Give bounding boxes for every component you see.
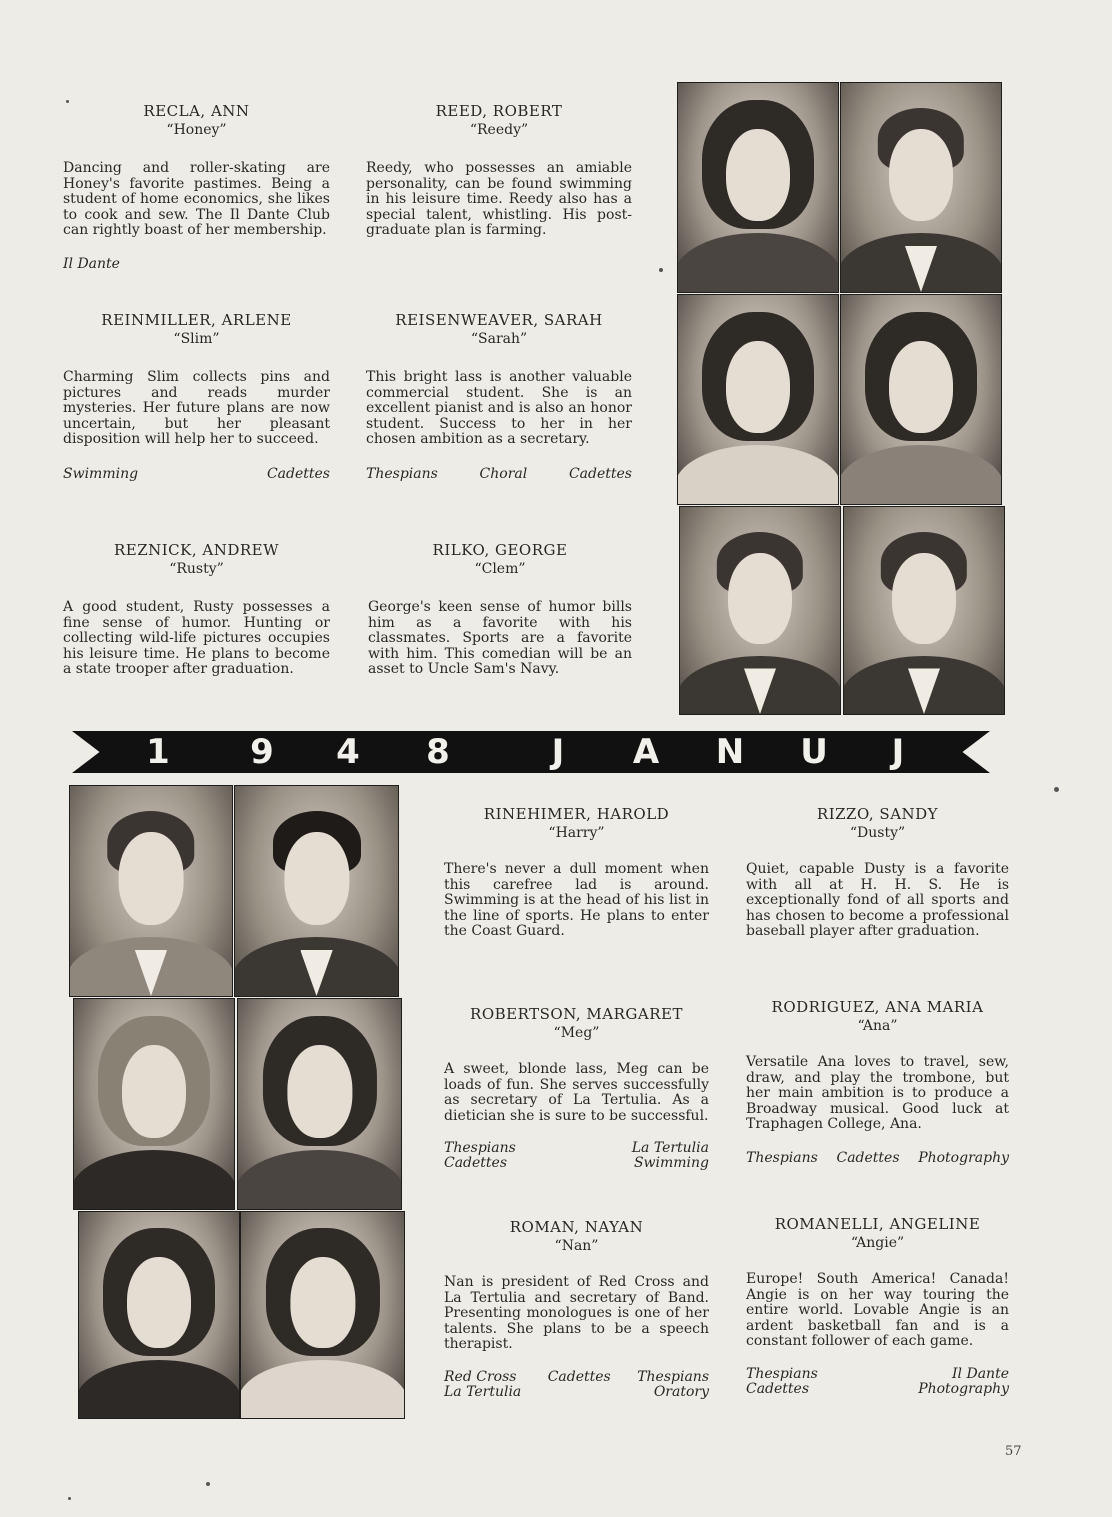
portrait-photo-romanelli — [240, 1211, 405, 1419]
banner-text — [136, 731, 920, 773]
activity: Cadettes — [836, 1149, 900, 1166]
student-bio: A sweet, blonde lass, Meg can be loads of fun. She serves successfully as secretary of La Tertulia. As a dietician she is sure to be successful. — [444, 1061, 709, 1124]
entry-robertson — [444, 1005, 709, 1171]
student-name: ROMANELLI, ANGELINE — [774, 1215, 981, 1233]
banner-char: 4 — [336, 732, 360, 772]
student-nickname: “Harry” — [548, 825, 605, 841]
entry-reisenweaver — [366, 311, 632, 482]
banner-char: A — [632, 732, 660, 772]
student-bio: Nan is president of Red Cross and La Tertulia and secretary of Band. Presenting monologues is one of her talents. She plans to be a speech therapist. — [444, 1274, 709, 1352]
banner-char: 9 — [250, 732, 274, 772]
student-name: REISENWEAVER, SARAH — [395, 311, 603, 329]
student-name: RIZZO, SANDY — [816, 805, 939, 823]
student-bio: A good student, Rusty possesses a fine sense of humor. Hunting or collecting wild-life pictures occupies his leisure time. He plans to become a state trooper after graduation. — [63, 599, 330, 677]
portrait-photo-reinmiller — [677, 294, 839, 505]
scan-speck — [68, 1497, 71, 1500]
banner-char: 1 — [146, 732, 170, 772]
portrait-photo-reznick — [679, 506, 841, 715]
activity: Il Dante — [952, 1365, 1009, 1382]
student-bio: Versatile Ana loves to travel, sew, draw, and play the trombone, but her main ambition is to produce a Broadway musical. Good luck at Traphagen College, Ana. — [746, 1054, 1009, 1132]
student-bio: Dancing and roller-skating are Honey's favorite pastimes. Being a student of home economics, she likes to cook and sew. The Il Dante Club can rightly boast of her membership. — [63, 160, 330, 238]
student-nickname: “Slim” — [173, 331, 220, 347]
activity: Thespians — [746, 1149, 818, 1166]
student-nickname: “Nan” — [554, 1238, 599, 1254]
entry-rilko — [368, 541, 632, 678]
activity: Photography — [918, 1149, 1009, 1166]
portrait-photo-roman — [78, 1211, 240, 1419]
banner-char: N — [715, 732, 745, 772]
activities — [63, 257, 330, 272]
activity: Cadettes — [266, 465, 330, 482]
portrait-photo-rinehimer — [69, 785, 233, 997]
entry-rinehimer — [444, 805, 709, 940]
student-bio: There's never a dull moment when this carefree lad is around. Swimming is at the head of his list in the line of sports. He plans to enter the Coast Guard. — [444, 861, 709, 939]
student-nickname: “Ana” — [857, 1018, 898, 1034]
portrait-photo-reed — [840, 82, 1002, 293]
student-bio: This bright lass is another valuable commercial student. She is an excellent pianist and is also an honor student. Success to her in her chosen ambition as a secretary. — [366, 369, 632, 447]
portrait-photo-robertson — [73, 998, 235, 1210]
scan-speck — [66, 100, 69, 103]
activities — [366, 467, 632, 482]
activity: Swimming — [633, 1155, 709, 1171]
entry-rizzo — [746, 805, 1009, 940]
student-nickname: “Dusty” — [849, 825, 906, 841]
activity: Photography — [918, 1380, 1009, 1397]
student-name: ROBERTSON, MARGARET — [470, 1005, 683, 1023]
student-nickname: “Reedy” — [469, 122, 529, 138]
banner-char: U — [800, 732, 828, 772]
student-name: REED, ROBERT — [435, 102, 563, 120]
student-nickname: “Sarah” — [470, 331, 528, 347]
entry-romanelli — [746, 1215, 1009, 1397]
portrait-photo-rizzo — [234, 785, 399, 997]
activity: Thespians — [444, 1140, 516, 1156]
entry-recla — [63, 102, 330, 272]
student-name: REZNICK, ANDREW — [113, 541, 280, 559]
student-name: REINMILLER, ARLENE — [101, 311, 292, 329]
activities — [444, 1141, 709, 1171]
scan-speck — [659, 268, 663, 272]
banner-char: J — [891, 732, 905, 772]
activity: Oratory — [653, 1383, 709, 1400]
banner-char: 8 — [426, 732, 450, 772]
activity: Choral — [479, 465, 528, 482]
student-bio: Quiet, capable Dusty is a favorite with all at H. H. S. He is exceptionally fond of all sports and has chosen to become a professional baseball player after graduation. — [746, 861, 1009, 939]
student-nickname: “Angie” — [850, 1235, 905, 1251]
student-name: RECLA, ANN — [143, 102, 250, 120]
student-nickname: “Clem” — [474, 561, 526, 577]
portrait-photo-rilko — [843, 506, 1005, 715]
activity: Thespians — [746, 1365, 818, 1382]
scan-speck — [206, 1482, 210, 1486]
student-bio: Europe! South America! Canada! Angie is on her way touring the entire world. Lovable Angie is an ardent basketball fan and is a constant follower of each game. — [746, 1271, 1009, 1349]
banner-char: J — [551, 732, 565, 772]
class-banner — [72, 731, 990, 773]
student-bio: Reedy, who possesses an amiable personality, can be found swimming in his leisure time. Reedy also has a special talent, whistling. His post-graduate plan is farming. — [366, 160, 632, 238]
activity: Red Cross — [444, 1368, 517, 1385]
entry-rodriguez — [746, 998, 1009, 1166]
portrait-photo-recla — [677, 82, 839, 293]
portrait-photo-rodriguez — [237, 998, 402, 1210]
entry-reinmiller — [63, 311, 330, 482]
activity: Cadettes — [444, 1155, 508, 1171]
student-name: RINEHIMER, HAROLD — [483, 805, 670, 823]
activity: Thespians — [366, 465, 438, 482]
student-name: RODRIGUEZ, ANA MARIA — [771, 998, 984, 1016]
activity: La Tertulia — [631, 1140, 709, 1156]
student-nickname: “Meg” — [553, 1025, 600, 1041]
entry-reznick — [63, 541, 330, 678]
activities — [746, 1151, 1009, 1166]
activity: La Tertulia — [444, 1383, 522, 1400]
student-bio: Charming Slim collects pins and pictures and reads murder mysteries. Her future plans are now uncertain, but her pleasant disposition will help her to succeed. — [63, 369, 330, 447]
scan-speck — [1054, 787, 1059, 792]
activity: Cadettes — [746, 1380, 810, 1397]
entry-reed — [366, 102, 632, 239]
student-name: ROMAN, NAYAN — [509, 1218, 644, 1236]
student-nickname: “Honey” — [166, 122, 227, 138]
activity: Cadettes — [547, 1368, 611, 1385]
portrait-photo-reisenweaver — [840, 294, 1002, 505]
activities — [444, 1370, 709, 1400]
activity: Cadettes — [568, 465, 632, 482]
activity: Swimming — [63, 465, 139, 482]
activities — [63, 467, 330, 482]
activity: Il Dante — [63, 255, 120, 272]
student-nickname: “Rusty” — [169, 561, 224, 577]
activities — [746, 1367, 1009, 1397]
student-name: RILKO, GEORGE — [432, 541, 568, 559]
student-bio: George's keen sense of humor bills him as a favorite with his classmates. Sports are a favorite with him. This comedian will be an asset to Uncle Sam's Navy. — [368, 599, 632, 677]
page-number: 57 — [1005, 1444, 1022, 1459]
entry-roman — [444, 1218, 709, 1400]
activity: Thespians — [637, 1368, 709, 1385]
